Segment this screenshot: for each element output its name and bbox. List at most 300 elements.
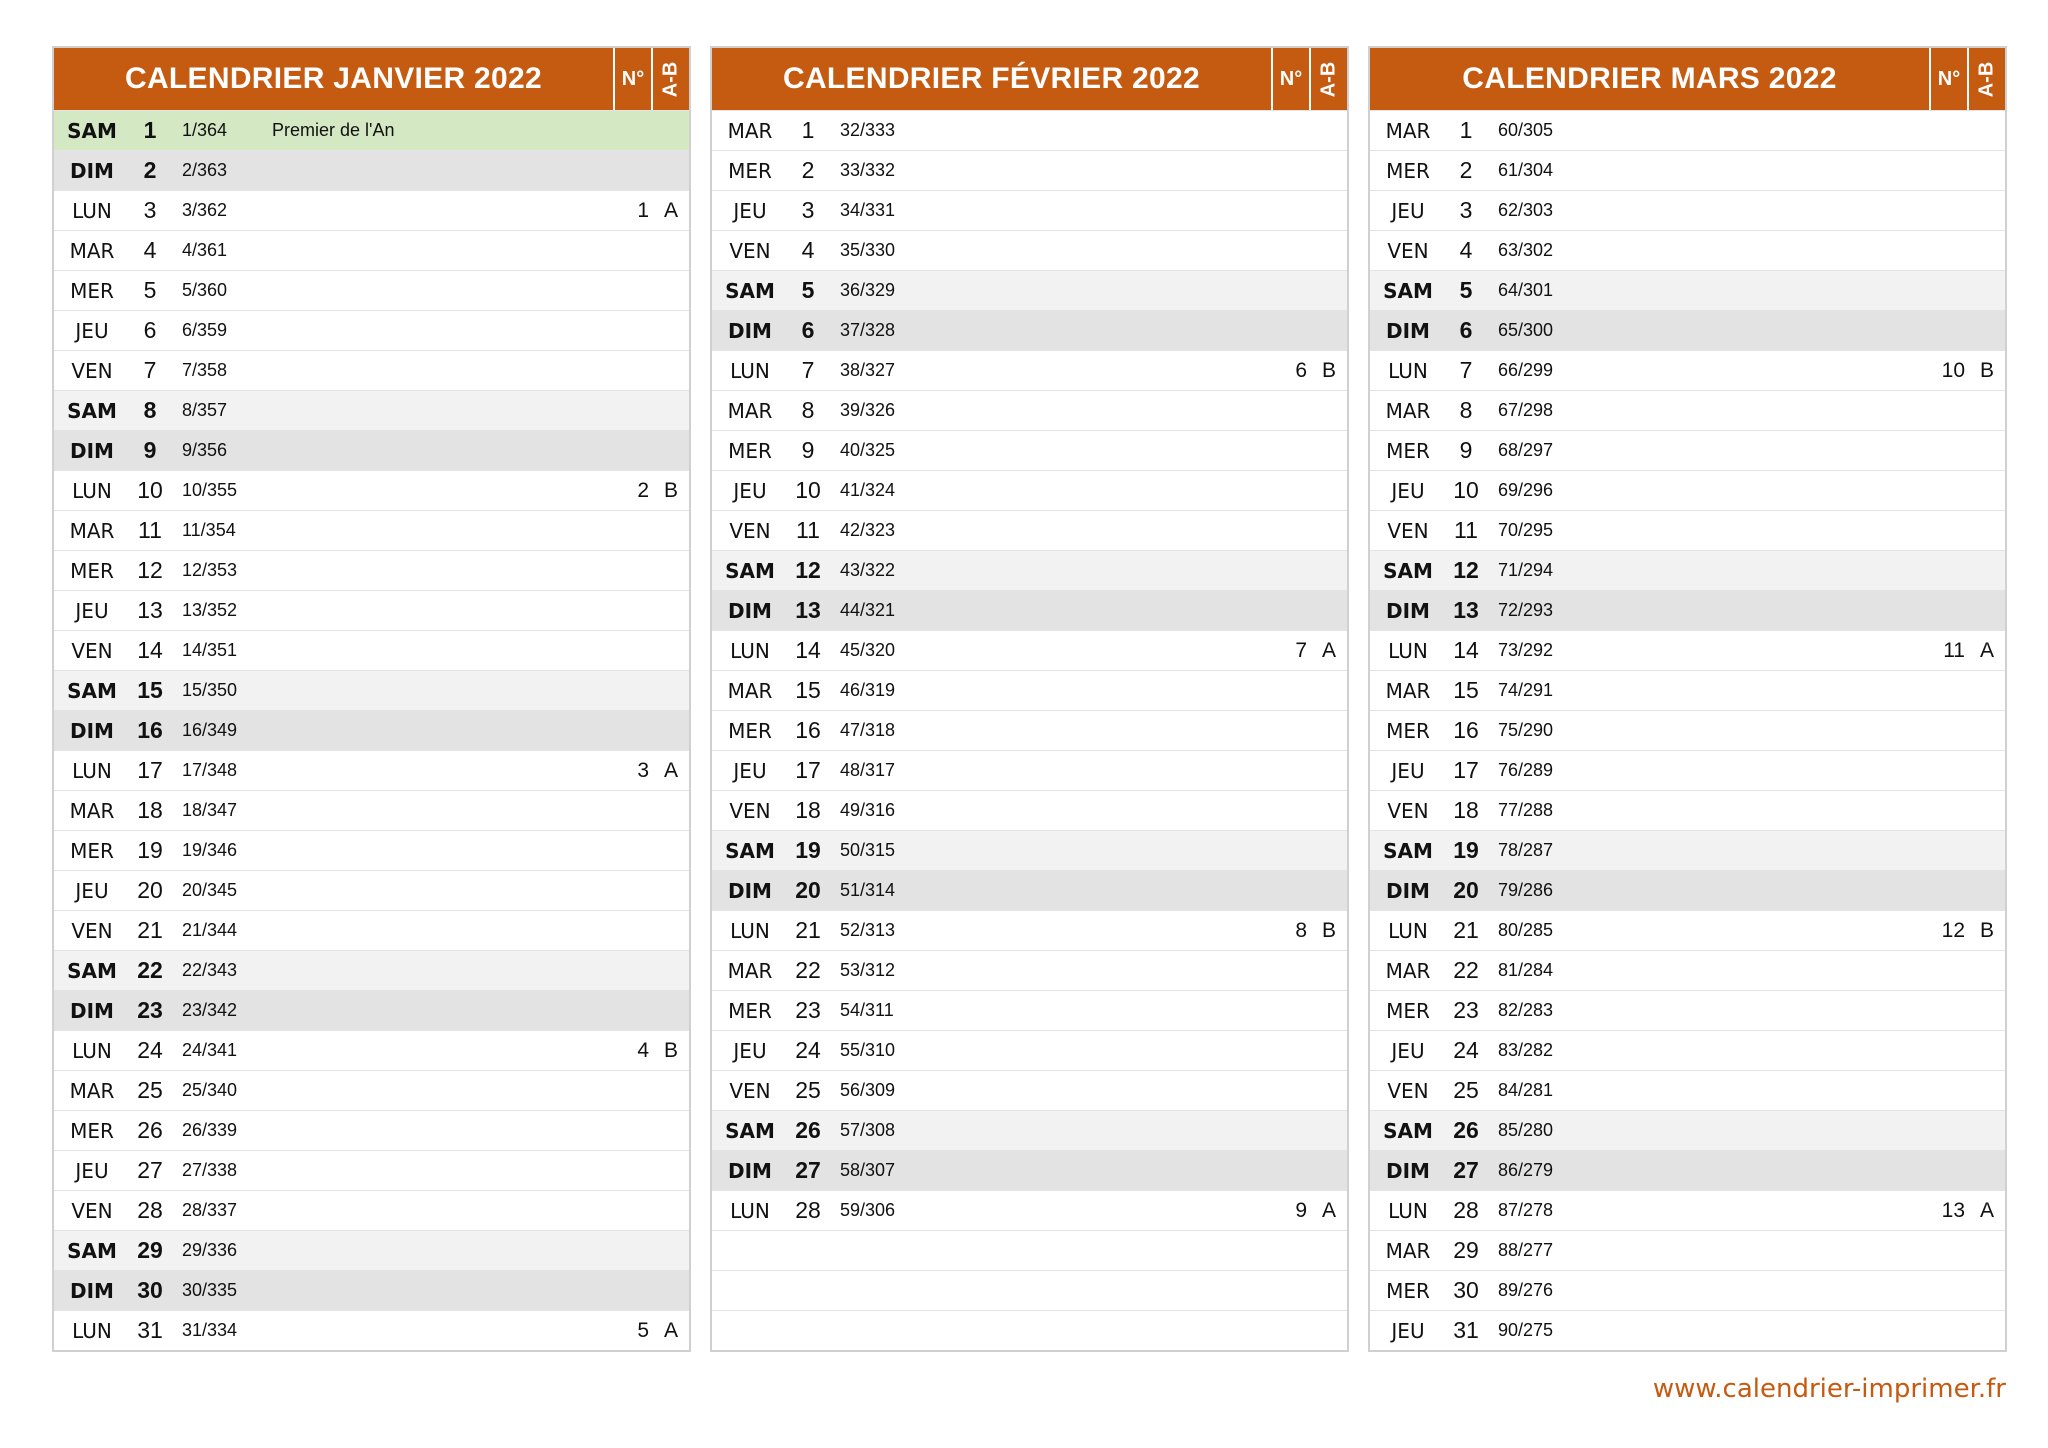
day-of-year: 9/356 [182, 440, 228, 460]
ab-week: A [1979, 638, 1994, 662]
day-row [712, 270, 1347, 310]
day-of-year: 37/328 [840, 320, 896, 340]
day-row [54, 230, 689, 270]
day-of-year: 56/309 [840, 1080, 896, 1100]
day-of-year: 26/339 [182, 1120, 238, 1140]
day-of-year: 6/359 [182, 320, 228, 340]
day-of-year: 74/291 [1498, 680, 1554, 700]
day-of-year: 16/349 [182, 720, 238, 740]
day-row [1370, 430, 2005, 470]
day-number: 28 [795, 1197, 821, 1223]
day-row [54, 110, 689, 150]
day-name: JEU [75, 318, 109, 343]
day-of-year: 50/315 [840, 840, 896, 860]
day-of-year: 66/299 [1498, 360, 1554, 380]
day-name: LUN [730, 918, 770, 943]
day-number: 23 [795, 997, 821, 1023]
day-name: MAR [1385, 958, 1431, 983]
day-of-year: 57/308 [840, 1120, 896, 1140]
day-name: VEN [729, 1078, 771, 1103]
day-number: 22 [137, 957, 163, 983]
month-header [54, 48, 689, 110]
day-name: MER [728, 718, 772, 743]
day-name: LUN [1388, 638, 1428, 663]
day-name: JEU [1391, 1318, 1425, 1343]
day-name: JEU [733, 1038, 767, 1063]
day-of-year: 58/307 [840, 1160, 896, 1180]
day-number: 19 [1453, 837, 1479, 863]
week-number: 13 [1941, 1198, 1965, 1222]
day-number: 29 [137, 1237, 163, 1263]
day-name: LUN [72, 198, 112, 223]
day-row [1370, 910, 2005, 950]
day-number: 16 [1453, 717, 1479, 743]
day-name: JEU [733, 758, 767, 783]
day-name: LUN [1388, 358, 1428, 383]
day-row [1370, 1150, 2005, 1190]
day-number: 22 [795, 957, 821, 983]
day-name: VEN [1387, 518, 1429, 543]
day-of-year: 34/331 [840, 200, 896, 220]
day-name: JEU [75, 598, 109, 623]
day-row [712, 710, 1347, 750]
day-of-year: 33/332 [840, 160, 896, 180]
day-of-year: 73/292 [1498, 640, 1554, 660]
week-number-header: N° [1929, 48, 1967, 110]
day-name: MER [70, 838, 114, 863]
ab-week: B [1979, 918, 1994, 942]
day-name: MER [1386, 158, 1430, 183]
day-number: 21 [137, 917, 163, 943]
day-row [54, 1070, 689, 1110]
day-name: JEU [1391, 198, 1425, 223]
day-number: 27 [1453, 1157, 1479, 1183]
day-of-year: 38/327 [840, 360, 896, 380]
day-row [1370, 1190, 2005, 1230]
day-of-year: 11/354 [182, 520, 236, 540]
day-name: MAR [1385, 1238, 1431, 1263]
ab-week-header: A-B [651, 48, 689, 110]
day-row [54, 1310, 689, 1350]
week-number: 1 [637, 198, 649, 222]
day-row [1370, 350, 2005, 390]
day-of-year: 22/343 [182, 960, 238, 980]
day-name: MAR [69, 238, 115, 263]
day-of-year: 67/298 [1498, 400, 1554, 420]
day-name: MAR [727, 678, 773, 703]
day-row [54, 1110, 689, 1150]
day-of-year: 15/350 [182, 680, 238, 700]
day-name: LUN [1388, 918, 1428, 943]
day-of-year: 85/280 [1498, 1120, 1554, 1140]
day-row [1370, 190, 2005, 230]
day-name: DIM [1386, 1158, 1430, 1183]
day-row [54, 1270, 689, 1310]
day-row [54, 1150, 689, 1190]
day-list [712, 110, 1347, 1350]
week-number: 8 [1295, 918, 1307, 942]
ab-week: A [663, 1318, 678, 1342]
month-header [1370, 48, 2005, 110]
day-of-year: 77/288 [1498, 800, 1554, 820]
day-of-year: 2/363 [182, 160, 228, 180]
day-name: MAR [69, 798, 115, 823]
day-row [54, 990, 689, 1030]
week-number: 12 [1941, 918, 1965, 942]
day-name: VEN [729, 798, 771, 823]
day-row [712, 510, 1347, 550]
month-february [710, 46, 1349, 1352]
day-number: 13 [1453, 597, 1479, 623]
day-name: SAM [1383, 838, 1433, 863]
day-number: 24 [795, 1037, 821, 1063]
day-number: 29 [1453, 1237, 1479, 1263]
day-of-year: 62/303 [1498, 200, 1554, 220]
day-row [1370, 550, 2005, 590]
day-name: LUN [72, 1038, 112, 1063]
day-of-year: 60/305 [1498, 120, 1554, 140]
day-of-year: 65/300 [1498, 320, 1554, 340]
day-of-year: 31/334 [182, 1320, 238, 1340]
ab-week: A [663, 758, 678, 782]
day-of-year: 36/329 [840, 280, 896, 300]
day-number: 19 [137, 837, 163, 863]
day-name: SAM [725, 558, 775, 583]
day-of-year: 83/282 [1498, 1040, 1554, 1060]
day-row [54, 630, 689, 670]
day-of-year: 52/313 [840, 920, 896, 940]
day-row [712, 950, 1347, 990]
day-number: 8 [801, 397, 815, 423]
day-number: 20 [137, 877, 163, 903]
day-row [54, 470, 689, 510]
ab-week: B [1321, 918, 1336, 942]
day-name: MAR [727, 398, 773, 423]
day-of-year: 45/320 [840, 640, 896, 660]
day-number: 10 [137, 477, 163, 503]
week-number: 3 [637, 758, 649, 782]
day-row [712, 830, 1347, 870]
day-row [712, 1310, 1347, 1350]
day-of-year: 21/344 [182, 920, 238, 940]
day-of-year: 80/285 [1498, 920, 1554, 940]
day-row [712, 790, 1347, 830]
day-row [1370, 750, 2005, 790]
day-number: 4 [801, 237, 815, 263]
day-number: 21 [1453, 917, 1479, 943]
day-number: 2 [143, 157, 157, 183]
day-of-year: 28/337 [182, 1200, 238, 1220]
day-of-year: 41/324 [840, 480, 896, 500]
day-name: SAM [725, 838, 775, 863]
day-number: 19 [795, 837, 821, 863]
day-name: LUN [72, 478, 112, 503]
day-row [54, 590, 689, 630]
day-name: MER [728, 438, 772, 463]
day-of-year: 42/323 [840, 520, 896, 540]
day-name: JEU [733, 198, 767, 223]
ab-week: A [1321, 1198, 1336, 1222]
day-number: 5 [1459, 277, 1473, 303]
month-january [52, 46, 691, 1352]
day-row [54, 1230, 689, 1270]
day-name: MAR [727, 118, 773, 143]
ab-week: A [1979, 1198, 1994, 1222]
day-name: LUN [730, 1198, 770, 1223]
day-number: 5 [801, 277, 815, 303]
day-name: MER [70, 1118, 114, 1143]
day-row [54, 430, 689, 470]
day-row [1370, 870, 2005, 910]
day-row [712, 550, 1347, 590]
day-number: 5 [143, 277, 157, 303]
day-row [712, 1070, 1347, 1110]
day-name: SAM [725, 1118, 775, 1143]
day-number: 20 [795, 877, 821, 903]
day-name: JEU [75, 1158, 109, 1183]
day-name: MAR [1385, 398, 1431, 423]
day-name: JEU [1391, 1038, 1425, 1063]
day-row [1370, 1230, 2005, 1270]
day-of-year: 59/306 [840, 1200, 896, 1220]
day-name: LUN [730, 358, 770, 383]
day-number: 27 [137, 1157, 163, 1183]
day-row [1370, 390, 2005, 430]
day-number: 26 [795, 1117, 821, 1143]
day-row [54, 1190, 689, 1230]
day-number: 8 [143, 397, 157, 423]
day-name: LUN [1388, 1198, 1428, 1223]
day-name: VEN [71, 1198, 113, 1223]
month-title: CALENDRIER FÉVRIER 2022 [783, 62, 1200, 95]
day-name: VEN [729, 238, 771, 263]
day-row [1370, 1110, 2005, 1150]
day-name: VEN [1387, 798, 1429, 823]
day-of-year: 72/293 [1498, 600, 1554, 620]
day-of-year: 79/286 [1498, 880, 1554, 900]
day-row [712, 310, 1347, 350]
day-number: 16 [795, 717, 821, 743]
day-name: MAR [69, 1078, 115, 1103]
month-header [712, 48, 1347, 110]
day-number: 11 [138, 517, 162, 543]
day-name: MER [1386, 438, 1430, 463]
day-row [712, 150, 1347, 190]
day-number: 23 [1453, 997, 1479, 1023]
day-of-year: 5/360 [182, 280, 228, 300]
day-row [1370, 1270, 2005, 1310]
day-number: 21 [795, 917, 821, 943]
week-number: 7 [1295, 638, 1307, 662]
day-name: DIM [1386, 598, 1430, 623]
day-row [712, 1270, 1347, 1310]
ab-week: B [663, 478, 678, 502]
day-name: MER [1386, 1278, 1430, 1303]
day-row [1370, 990, 2005, 1030]
day-of-year: 49/316 [840, 800, 896, 820]
day-of-year: 20/345 [182, 880, 238, 900]
day-number: 24 [137, 1037, 163, 1063]
day-number: 1 [801, 117, 815, 143]
day-row [54, 710, 689, 750]
day-name: MER [70, 278, 114, 303]
day-name: DIM [1386, 878, 1430, 903]
day-row [712, 110, 1347, 150]
day-name: MER [70, 558, 114, 583]
day-of-year: 23/342 [182, 1000, 238, 1020]
day-of-year: 19/346 [182, 840, 238, 860]
day-number: 14 [137, 637, 163, 663]
day-name: MER [728, 158, 772, 183]
day-of-year: 71/294 [1498, 560, 1554, 580]
day-note: Premier de l'An [272, 120, 395, 140]
day-number: 7 [1459, 357, 1473, 383]
week-number: 9 [1295, 1198, 1307, 1222]
day-number: 8 [1459, 397, 1473, 423]
day-of-year: 64/301 [1498, 280, 1554, 300]
day-number: 28 [137, 1197, 163, 1223]
day-of-year: 46/319 [840, 680, 896, 700]
day-row [712, 390, 1347, 430]
day-of-year: 8/357 [182, 400, 228, 420]
day-number: 3 [1459, 197, 1473, 223]
day-name: VEN [1387, 1078, 1429, 1103]
day-number: 31 [1453, 1317, 1479, 1343]
day-of-year: 82/283 [1498, 1000, 1554, 1020]
day-number: 10 [795, 477, 821, 503]
day-of-year: 78/287 [1498, 840, 1554, 860]
day-row [1370, 1030, 2005, 1070]
day-name: DIM [70, 1278, 114, 1303]
day-number: 1 [1459, 117, 1473, 143]
day-number: 2 [801, 157, 815, 183]
day-row [1370, 790, 2005, 830]
ab-week-header: A-B [1967, 48, 2005, 110]
day-of-year: 3/362 [182, 200, 228, 220]
ab-week: A [1321, 638, 1336, 662]
day-of-year: 4/361 [182, 240, 228, 260]
day-name: SAM [725, 278, 775, 303]
day-name: MER [728, 998, 772, 1023]
day-row [54, 350, 689, 390]
day-row [1370, 470, 2005, 510]
day-row [54, 870, 689, 910]
day-of-year: 17/348 [182, 760, 238, 780]
day-name: DIM [70, 158, 114, 183]
day-name: SAM [67, 118, 117, 143]
day-of-year: 88/277 [1498, 1240, 1554, 1260]
day-number: 25 [1453, 1077, 1479, 1103]
day-of-year: 24/341 [182, 1040, 238, 1060]
day-name: VEN [71, 358, 113, 383]
day-name: SAM [1383, 278, 1433, 303]
day-of-year: 51/314 [840, 880, 896, 900]
day-row [1370, 630, 2005, 670]
day-name: SAM [67, 958, 117, 983]
day-name: VEN [71, 918, 113, 943]
day-of-year: 44/321 [840, 600, 896, 620]
day-number: 22 [1453, 957, 1479, 983]
day-name: LUN [72, 1318, 112, 1343]
month-title: CALENDRIER MARS 2022 [1462, 62, 1837, 95]
week-number: 4 [637, 1038, 649, 1062]
day-row [1370, 110, 2005, 150]
day-of-year: 81/284 [1498, 960, 1554, 980]
day-of-year: 10/355 [182, 480, 238, 500]
day-name: MAR [69, 518, 115, 543]
day-of-year: 70/295 [1498, 520, 1554, 540]
day-row [54, 510, 689, 550]
day-number: 14 [1453, 637, 1479, 663]
day-number: 24 [1453, 1037, 1479, 1063]
day-number: 25 [795, 1077, 821, 1103]
day-list [1370, 110, 2005, 1350]
day-name: LUN [72, 758, 112, 783]
ab-week: A [663, 198, 678, 222]
day-name: SAM [1383, 558, 1433, 583]
day-name: MER [1386, 718, 1430, 743]
day-number: 6 [1459, 317, 1473, 343]
day-number: 15 [795, 677, 821, 703]
day-number: 30 [137, 1277, 163, 1303]
day-of-year: 84/281 [1498, 1080, 1554, 1100]
day-row [712, 430, 1347, 470]
day-number: 28 [1453, 1197, 1479, 1223]
day-name: DIM [70, 718, 114, 743]
day-name: SAM [1383, 1118, 1433, 1143]
day-name: JEU [1391, 758, 1425, 783]
day-row [1370, 950, 2005, 990]
week-number: 5 [637, 1318, 649, 1342]
day-number: 2 [1459, 157, 1473, 183]
day-number: 10 [1453, 477, 1479, 503]
day-of-year: 68/297 [1498, 440, 1554, 460]
day-number: 18 [137, 797, 163, 823]
day-row [54, 790, 689, 830]
day-name: VEN [1387, 238, 1429, 263]
day-number: 7 [143, 357, 157, 383]
day-of-year: 29/336 [182, 1240, 238, 1260]
day-row [54, 390, 689, 430]
day-number: 9 [143, 437, 157, 463]
day-row [712, 190, 1347, 230]
day-row [712, 910, 1347, 950]
day-of-year: 43/322 [840, 560, 896, 580]
day-of-year: 32/333 [840, 120, 896, 140]
day-number: 11 [796, 517, 820, 543]
day-of-year: 39/326 [840, 400, 896, 420]
day-name: SAM [67, 678, 117, 703]
day-row [54, 310, 689, 350]
day-number: 11 [1454, 517, 1478, 543]
day-name: MER [1386, 998, 1430, 1023]
day-of-year: 89/276 [1498, 1280, 1554, 1300]
day-number: 13 [795, 597, 821, 623]
day-row [54, 750, 689, 790]
website-url[interactable]: www.calendrier-imprimer.fr [1652, 1374, 2006, 1404]
day-number: 15 [1453, 677, 1479, 703]
day-row [712, 670, 1347, 710]
day-name: MAR [1385, 118, 1431, 143]
day-of-year: 35/330 [840, 240, 896, 260]
day-row [1370, 510, 2005, 550]
day-name: VEN [729, 518, 771, 543]
ab-week: B [663, 1038, 678, 1062]
day-number: 27 [795, 1157, 821, 1183]
day-row [1370, 590, 2005, 630]
day-row [712, 1190, 1347, 1230]
day-row [54, 830, 689, 870]
